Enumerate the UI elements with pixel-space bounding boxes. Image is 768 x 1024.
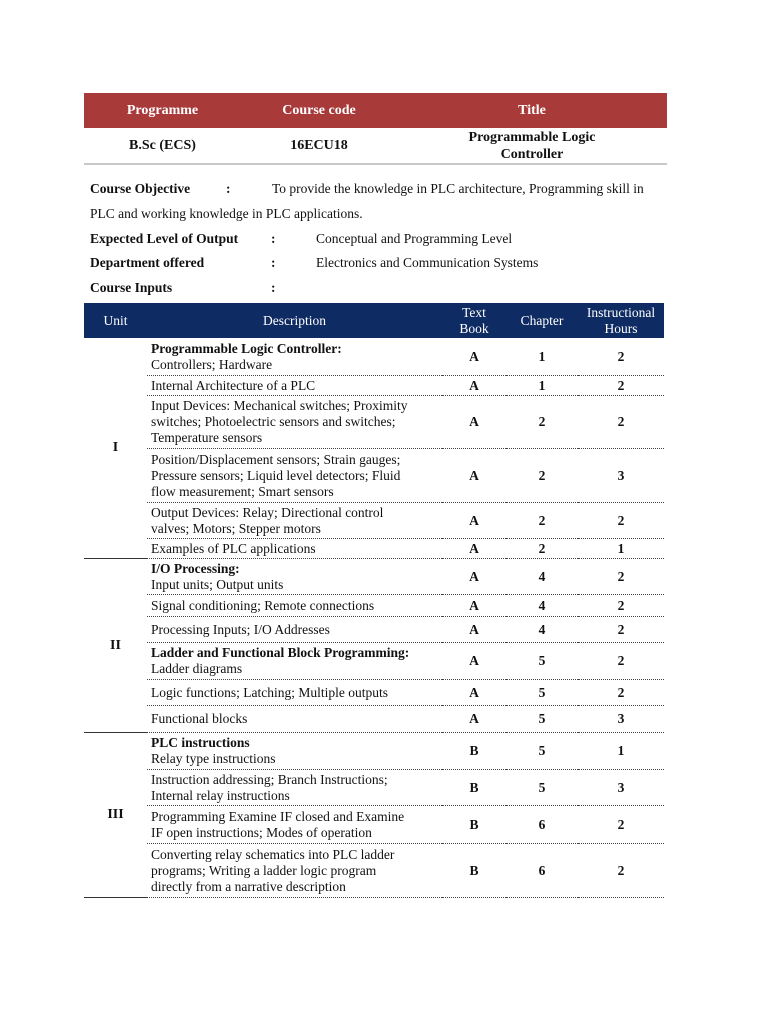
table-row	[84, 732, 664, 769]
chapter-cell: 4	[506, 594, 578, 616]
description-line: Instruction addressing; Branch Instructions;	[151, 771, 388, 787]
hours-cell: 3	[578, 705, 664, 732]
hours-cell: 2	[578, 338, 664, 375]
unit-cell: I	[84, 338, 147, 558]
col-course-code: Course code	[241, 93, 397, 128]
hours-cell: 2	[578, 375, 664, 395]
hours-cell: 2	[578, 843, 664, 897]
description-line: Functional blocks	[151, 711, 248, 726]
table-body	[84, 338, 664, 897]
description-line: Ladder diagrams	[151, 661, 243, 676]
description-line: programs; Writing a ladder logic program	[151, 862, 377, 878]
description-line: Logic functions; Latching; Multiple outputs	[151, 684, 388, 700]
hours-cell: 2	[578, 395, 664, 448]
course-objective	[90, 181, 644, 197]
chapter-cell: 1	[506, 375, 578, 395]
description-line: Controllers; Hardware	[151, 356, 273, 372]
objective-text-line-1: To provide the knowledge in PLC architecture, Programming skill in	[272, 181, 644, 196]
book-cell: A	[442, 558, 506, 594]
description-cell	[147, 679, 442, 705]
description-cell	[147, 448, 442, 502]
inputs-colon: :	[271, 280, 276, 295]
book-cell: A	[442, 642, 506, 679]
dept-colon: :	[271, 255, 276, 270]
title-line-2: Controller	[500, 146, 564, 162]
output-colon: :	[271, 231, 276, 246]
book-cell: A	[442, 448, 506, 502]
hours-cell: 2	[578, 616, 664, 642]
dept-label: Department offered	[90, 255, 205, 270]
objective-text-line-2: PLC and working knowledge in PLC applications.	[90, 206, 363, 221]
chapter-cell: 1	[506, 338, 578, 375]
hours-cell: 1	[578, 732, 664, 769]
description-cell	[147, 843, 442, 897]
book-cell: B	[442, 805, 506, 843]
description-cell	[147, 395, 442, 448]
book-cell: B	[442, 732, 506, 769]
description-cell	[147, 594, 442, 616]
book-cell: A	[442, 538, 506, 558]
programme-value: B.Sc (ECS)	[84, 128, 241, 164]
output-value: Conceptual and Programming Level	[316, 231, 513, 246]
description-line: Pressure sensors; Liquid level detectors; Fluid	[151, 467, 401, 483]
hours-cell: 3	[578, 769, 664, 805]
table-row	[84, 805, 664, 843]
dept-value: Electronics and Communication Systems	[316, 255, 539, 270]
chapter-cell: 5	[506, 679, 578, 705]
inputs-label: Course Inputs	[90, 280, 173, 295]
objective-continued	[90, 206, 363, 222]
th-chapter: Chapter	[506, 303, 578, 338]
description-cell	[147, 705, 442, 732]
book-cell: A	[442, 338, 506, 375]
course-header-table	[84, 93, 667, 165]
description-cell	[147, 769, 442, 805]
book-cell: B	[442, 843, 506, 897]
description-cell	[147, 732, 442, 769]
header-values-row	[84, 128, 667, 164]
table-row	[84, 538, 664, 558]
department-offered	[90, 255, 539, 271]
description-cell	[147, 558, 442, 594]
description-line: valves; Motors; Stepper motors	[151, 520, 321, 536]
col-title: Title	[397, 93, 667, 128]
expected-output	[90, 231, 513, 247]
description-line: Input units; Output units	[151, 576, 284, 592]
table-row	[84, 502, 664, 538]
description-line: Temperature sensors	[151, 430, 263, 445]
hours-cell: 2	[578, 502, 664, 538]
course-content-table	[84, 303, 664, 898]
table-row	[84, 843, 664, 897]
col-programme: Programme	[84, 93, 241, 128]
description-line: Position/Displacement sensors; Strain gauges;	[151, 451, 401, 467]
description-line: Input Devices: Mechanical switches; Proximity	[151, 398, 408, 413]
output-label: Expected Level of Output	[90, 231, 239, 246]
hours-cell: 2	[578, 594, 664, 616]
table-row	[84, 769, 664, 805]
title-value	[397, 128, 667, 164]
description-line: directly from a narrative description	[151, 878, 346, 894]
description-cell	[147, 375, 442, 395]
table-row	[84, 395, 664, 448]
description-line: Output Devices: Relay; Directional control	[151, 504, 384, 520]
chapter-cell: 2	[506, 395, 578, 448]
topic-heading: Programmable Logic Controller:	[151, 340, 342, 356]
table-row	[84, 448, 664, 502]
table-row	[84, 375, 664, 395]
th-hours	[578, 303, 664, 338]
description-line: Internal relay instructions	[151, 787, 290, 803]
description-line: Examples of PLC applications	[151, 540, 316, 556]
book-cell: B	[442, 769, 506, 805]
book-cell: A	[442, 616, 506, 642]
title-line-1: Programmable Logic	[468, 129, 596, 145]
hours-cell: 2	[578, 558, 664, 594]
th-unit: Unit	[84, 303, 147, 338]
th-textbook-line1: Text	[462, 304, 486, 320]
description-line: Relay type instructions	[151, 751, 276, 766]
hours-cell: 2	[578, 679, 664, 705]
description-line: Signal conditioning; Remote connections	[151, 597, 375, 613]
chapter-cell: 6	[506, 843, 578, 897]
objective-colon: :	[226, 181, 231, 196]
chapter-cell: 2	[506, 502, 578, 538]
description-line: Internal Architecture of a PLC	[151, 377, 316, 393]
description-cell	[147, 642, 442, 679]
book-cell: A	[442, 705, 506, 732]
hours-cell: 2	[578, 642, 664, 679]
chapter-cell: 6	[506, 805, 578, 843]
table-row	[84, 616, 664, 642]
header-row	[84, 93, 667, 128]
topic-heading: I/O Processing:	[151, 560, 240, 576]
table-row	[84, 642, 664, 679]
description-cell	[147, 805, 442, 843]
description-cell	[147, 538, 442, 558]
th-textbook-line2: Book	[459, 320, 489, 336]
description-line: Processing Inputs; I/O Addresses	[151, 621, 330, 637]
course-inputs	[90, 280, 276, 296]
chapter-cell: 5	[506, 642, 578, 679]
th-description: Description	[147, 303, 442, 338]
hours-cell: 2	[578, 805, 664, 843]
topic-heading: Ladder and Functional Block Programming:	[151, 645, 410, 660]
course-code-value: 16ECU18	[241, 128, 397, 164]
chapter-cell: 5	[506, 732, 578, 769]
chapter-cell: 4	[506, 558, 578, 594]
chapter-cell: 4	[506, 616, 578, 642]
chapter-cell: 5	[506, 769, 578, 805]
table-row	[84, 679, 664, 705]
unit-cell: III	[84, 732, 147, 897]
book-cell: A	[442, 395, 506, 448]
objective-label: Course Objective	[90, 181, 191, 196]
chapter-cell: 5	[506, 705, 578, 732]
description-cell	[147, 338, 442, 375]
th-hours-line2: Hours	[604, 320, 638, 336]
description-line: flow measurement; Smart sensors	[151, 483, 334, 499]
book-cell: A	[442, 502, 506, 538]
book-cell: A	[442, 375, 506, 395]
hours-cell: 1	[578, 538, 664, 558]
table-row	[84, 558, 664, 594]
th-textbook	[442, 303, 506, 338]
description-line: IF open instructions; Modes of operation	[151, 824, 372, 840]
table-header-row	[84, 303, 664, 338]
chapter-cell: 2	[506, 448, 578, 502]
unit-cell: II	[84, 558, 147, 732]
description-cell	[147, 502, 442, 538]
table-row	[84, 705, 664, 732]
description-line: Programming Examine IF closed and Examine	[151, 808, 405, 824]
book-cell: A	[442, 594, 506, 616]
th-hours-line1: Instructional	[586, 304, 656, 320]
hours-cell: 3	[578, 448, 664, 502]
table-row	[84, 338, 664, 375]
description-cell	[147, 616, 442, 642]
description-line: switches; Photoelectric sensors and switches;	[151, 414, 396, 429]
table-row	[84, 594, 664, 616]
description-line: Converting relay schematics into PLC ladder	[151, 846, 395, 862]
chapter-cell: 2	[506, 538, 578, 558]
topic-heading: PLC instructions	[151, 735, 250, 750]
book-cell: A	[442, 679, 506, 705]
